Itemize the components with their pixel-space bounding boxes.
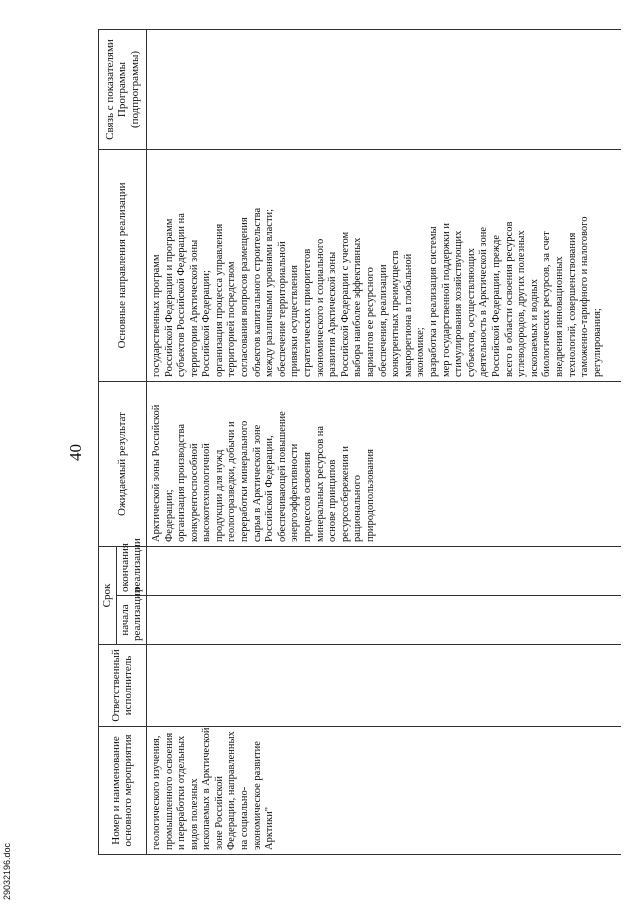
text-line: конкурентоспособной [188,443,200,542]
text-line: на социально- [239,786,251,850]
header-link: Связь с показателями Программы (подпрограммы) [99,30,147,150]
cell-result-text [151,386,378,542]
cell-executor [146,645,621,727]
text-line: конкурентных преимуществ [390,250,402,377]
text-line: зоне Российской [213,776,225,850]
text-line: согласования вопросов размещения [239,217,251,377]
text-line: таможенно-тарифного и налогового [579,216,591,377]
header-deadline: Срок [99,547,117,645]
text-line: стратегических приоритетов [302,248,314,377]
header-row-top [99,30,117,855]
cell-link [146,30,621,150]
text-line: субъектов, осуществляющих [465,248,477,377]
header-end: окончания реализации [116,547,146,596]
text-line: мер государственной поддержки и [440,222,452,377]
text-line: Российской Федерации с учетом [339,231,351,377]
text-line: объектов капитального строительства [251,207,263,377]
text-line: обеспечение территориальной [276,241,288,377]
text-line: переработки минерального [239,420,251,542]
text-line: рационального [352,475,364,542]
text-line: развития Арктической зоны [327,251,339,377]
text-line: Федерации, направленных [226,731,238,850]
cell-number-and-name-text [150,727,277,850]
text-line: государственных программ [150,254,162,377]
cell-result [146,382,621,547]
text-line: организация процесса управления [213,223,225,377]
text-line: выбора наиболее эффективных [352,237,364,377]
text-line: всего в области освоения ресурсов [503,221,515,377]
header-executor: Ответственный исполнитель [99,645,147,727]
text-line: процессов освоения [302,452,314,542]
text-line: обеспечения, реализации [377,264,389,377]
text-line: субъектов Российской Федерации на [176,213,188,377]
text-line: деятельность в Арктической зоне [478,226,490,377]
text-line: сырья в Арктической зоне [251,424,263,542]
text-line: экономическое развитие [251,741,263,850]
text-line: привязки осуществления [289,265,301,377]
text-line: геологоразведки, добычи и [226,421,238,542]
text-line: основе принципов [327,459,339,542]
text-line: ископаемых в Арктической [201,727,213,850]
header-result: Ожидаемый результат [99,382,147,547]
footer-doc-code: 29032196.doc [2,842,12,900]
page-number: 40 [66,444,85,461]
table-row [146,30,621,855]
text-line: макрорегиона в глобальной [402,253,414,377]
text-line: Федерации; [163,489,175,542]
text-line: ресурсосбережения и [339,445,351,542]
header-start: начала реализации [116,596,146,645]
text-line: экономике; [415,327,427,377]
text-line: между различными уровнями власти; [264,208,276,377]
text-line: высокотехнологичной [201,443,213,542]
text-line: разработка и реализация системы [427,226,439,377]
text-line: организация производства [176,424,188,542]
text-line: природопользования [365,449,377,542]
text-line: обеспечивающей повышение [276,411,288,542]
cell-directions-text [151,154,604,377]
program-table [98,29,621,855]
text-line: ископаемых и водных [528,279,540,377]
cell-number-and-name [146,727,621,855]
text-line: Арктики" [264,806,276,850]
text-line: регулирования; [591,308,603,377]
text-line: технологий, совершенствования [566,232,578,377]
text-line: экономического и социального [314,238,326,377]
cell-directions [146,150,621,382]
cell-start [146,596,621,645]
text-line: геологического изучения, [150,735,162,850]
text-line: внедрения инновационных [553,256,565,377]
text-line: видов полезных [188,778,200,850]
text-line: энергоэффективности [289,443,301,542]
text-line: Российской Федерации; [201,270,213,377]
text-line: вариантов ее ресурсного [365,267,377,377]
header-number-and-name: Номер и наименование основного мероприятия [99,727,147,855]
text-line: промышленного освоения [163,732,175,850]
text-line: территории Арктической зоны [188,239,200,377]
text-line: и переработки отдельных [176,735,188,850]
text-line: минеральных ресурсов на [314,425,326,542]
text-line: Российской Федерации, прежде [490,235,502,377]
header-directions: Основные направления реализации [99,150,147,382]
cell-end [146,547,621,596]
rotated-document-page [62,15,628,890]
text-line: биологических ресурсов, за счет [541,231,553,377]
text-line: территорией посредством [226,261,238,377]
text-line: Российской Федерации и программ [163,218,175,377]
text-line: стимулирования хозяйствующих [453,230,465,377]
text-line: углеводородов, других полезных [516,230,528,377]
text-line: продукции для нужд [213,449,225,542]
text-line: Арктической зоны Российской [150,404,162,542]
text-line: Российской Федерации, [264,435,276,542]
